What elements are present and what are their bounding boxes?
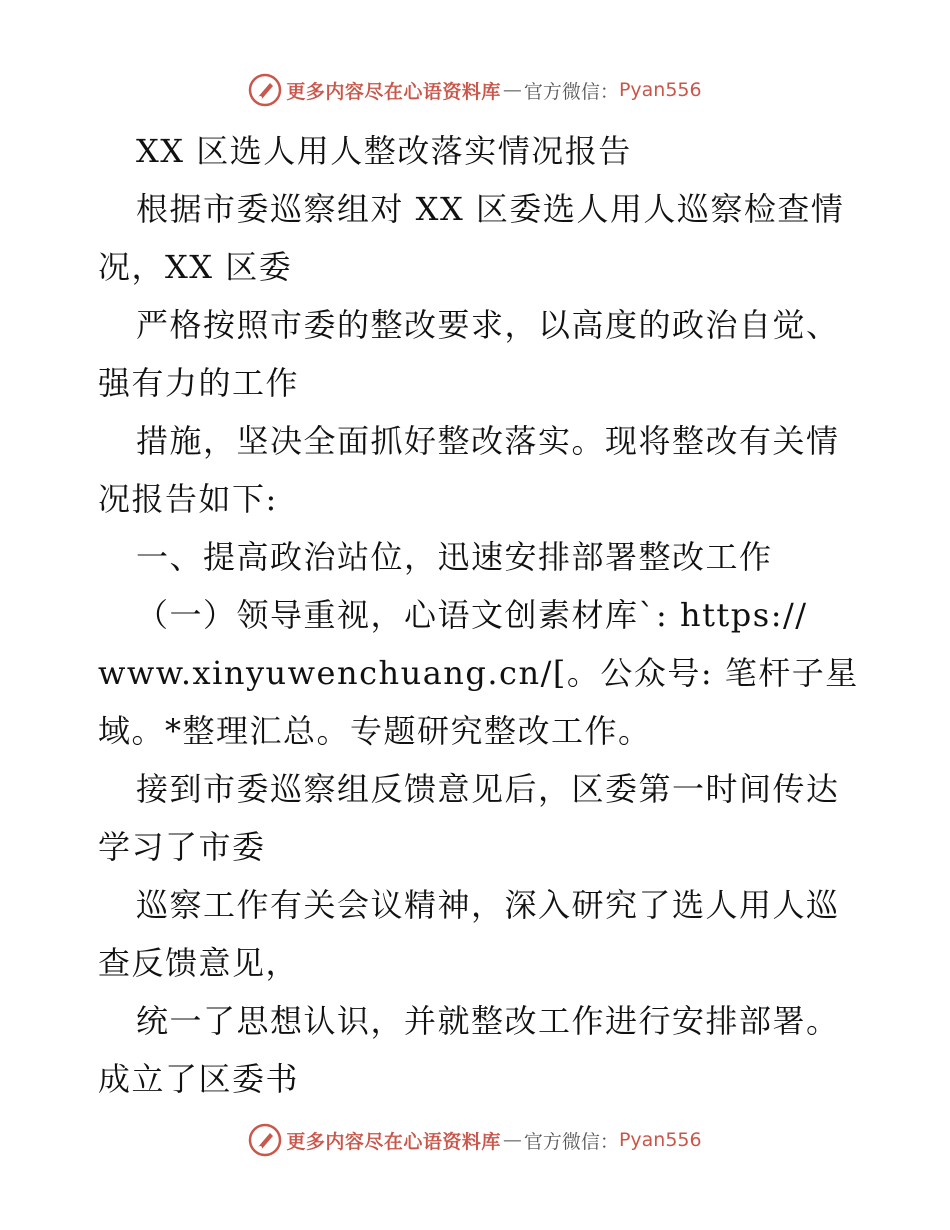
- paragraph-line: 根据市委巡察组对 XX 区委选人用人巡察检查情: [136, 190, 845, 228]
- section-heading: 一、提高政治站位，迅速安排部署整改工作: [136, 538, 773, 576]
- watermark-official-label: 官方微信：: [523, 1130, 619, 1153]
- paragraph-line: 成立了区委书: [98, 1060, 300, 1098]
- paragraph-line: 查反馈意见，: [98, 944, 300, 982]
- paragraph-line: 严格按照市委的整改要求，以高度的政治自觉、: [136, 306, 840, 344]
- subsection-heading: （一）领导重视，心语文创素材库`: https://: [136, 596, 808, 634]
- paragraph-line: 域。*整理汇总。专题研究整改工作。: [98, 712, 652, 750]
- watermark-official-label: 官方微信：: [523, 80, 619, 103]
- watermark-account-id: Pyan556: [618, 1129, 702, 1151]
- watermark-site-text: 更多内容尽在心语资料库: [286, 1130, 501, 1153]
- paragraph-line: 学习了市委: [98, 828, 266, 866]
- paragraph-line: 况，XX 区委: [98, 248, 293, 286]
- pen-nib-logo-icon: [248, 73, 282, 107]
- paragraph-line: 统一了思想认识，并就整改工作进行安排部署。: [136, 1002, 840, 1040]
- paragraph-line: 巡察工作有关会议精神，深入研究了选人用人巡: [136, 886, 840, 924]
- paragraph-line: www.xinyuwenchuang.cn/[。公众号: 笔杆子星: [98, 654, 859, 692]
- watermark-account-id: Pyan556: [618, 79, 702, 101]
- paragraph-line: 况报告如下:: [98, 480, 278, 518]
- paragraph-line: 措施，坚决全面抓好整改落实。现将整改有关情: [136, 422, 840, 460]
- header-watermark: [0, 70, 950, 110]
- paragraph-line: 强有力的工作: [98, 364, 300, 402]
- footer-watermark: [0, 1120, 950, 1160]
- document-body: [98, 122, 868, 1108]
- document-title: XX 区选人用人整改落实情况报告: [136, 132, 632, 170]
- watermark-site-text: 更多内容尽在心语资料库: [286, 80, 501, 103]
- paragraph-line: 接到市委巡察组反馈意见后，区委第一时间传达: [136, 770, 840, 808]
- watermark-separator: —: [502, 1129, 522, 1151]
- pen-nib-logo-icon: [248, 1123, 282, 1157]
- watermark-separator: —: [502, 79, 522, 101]
